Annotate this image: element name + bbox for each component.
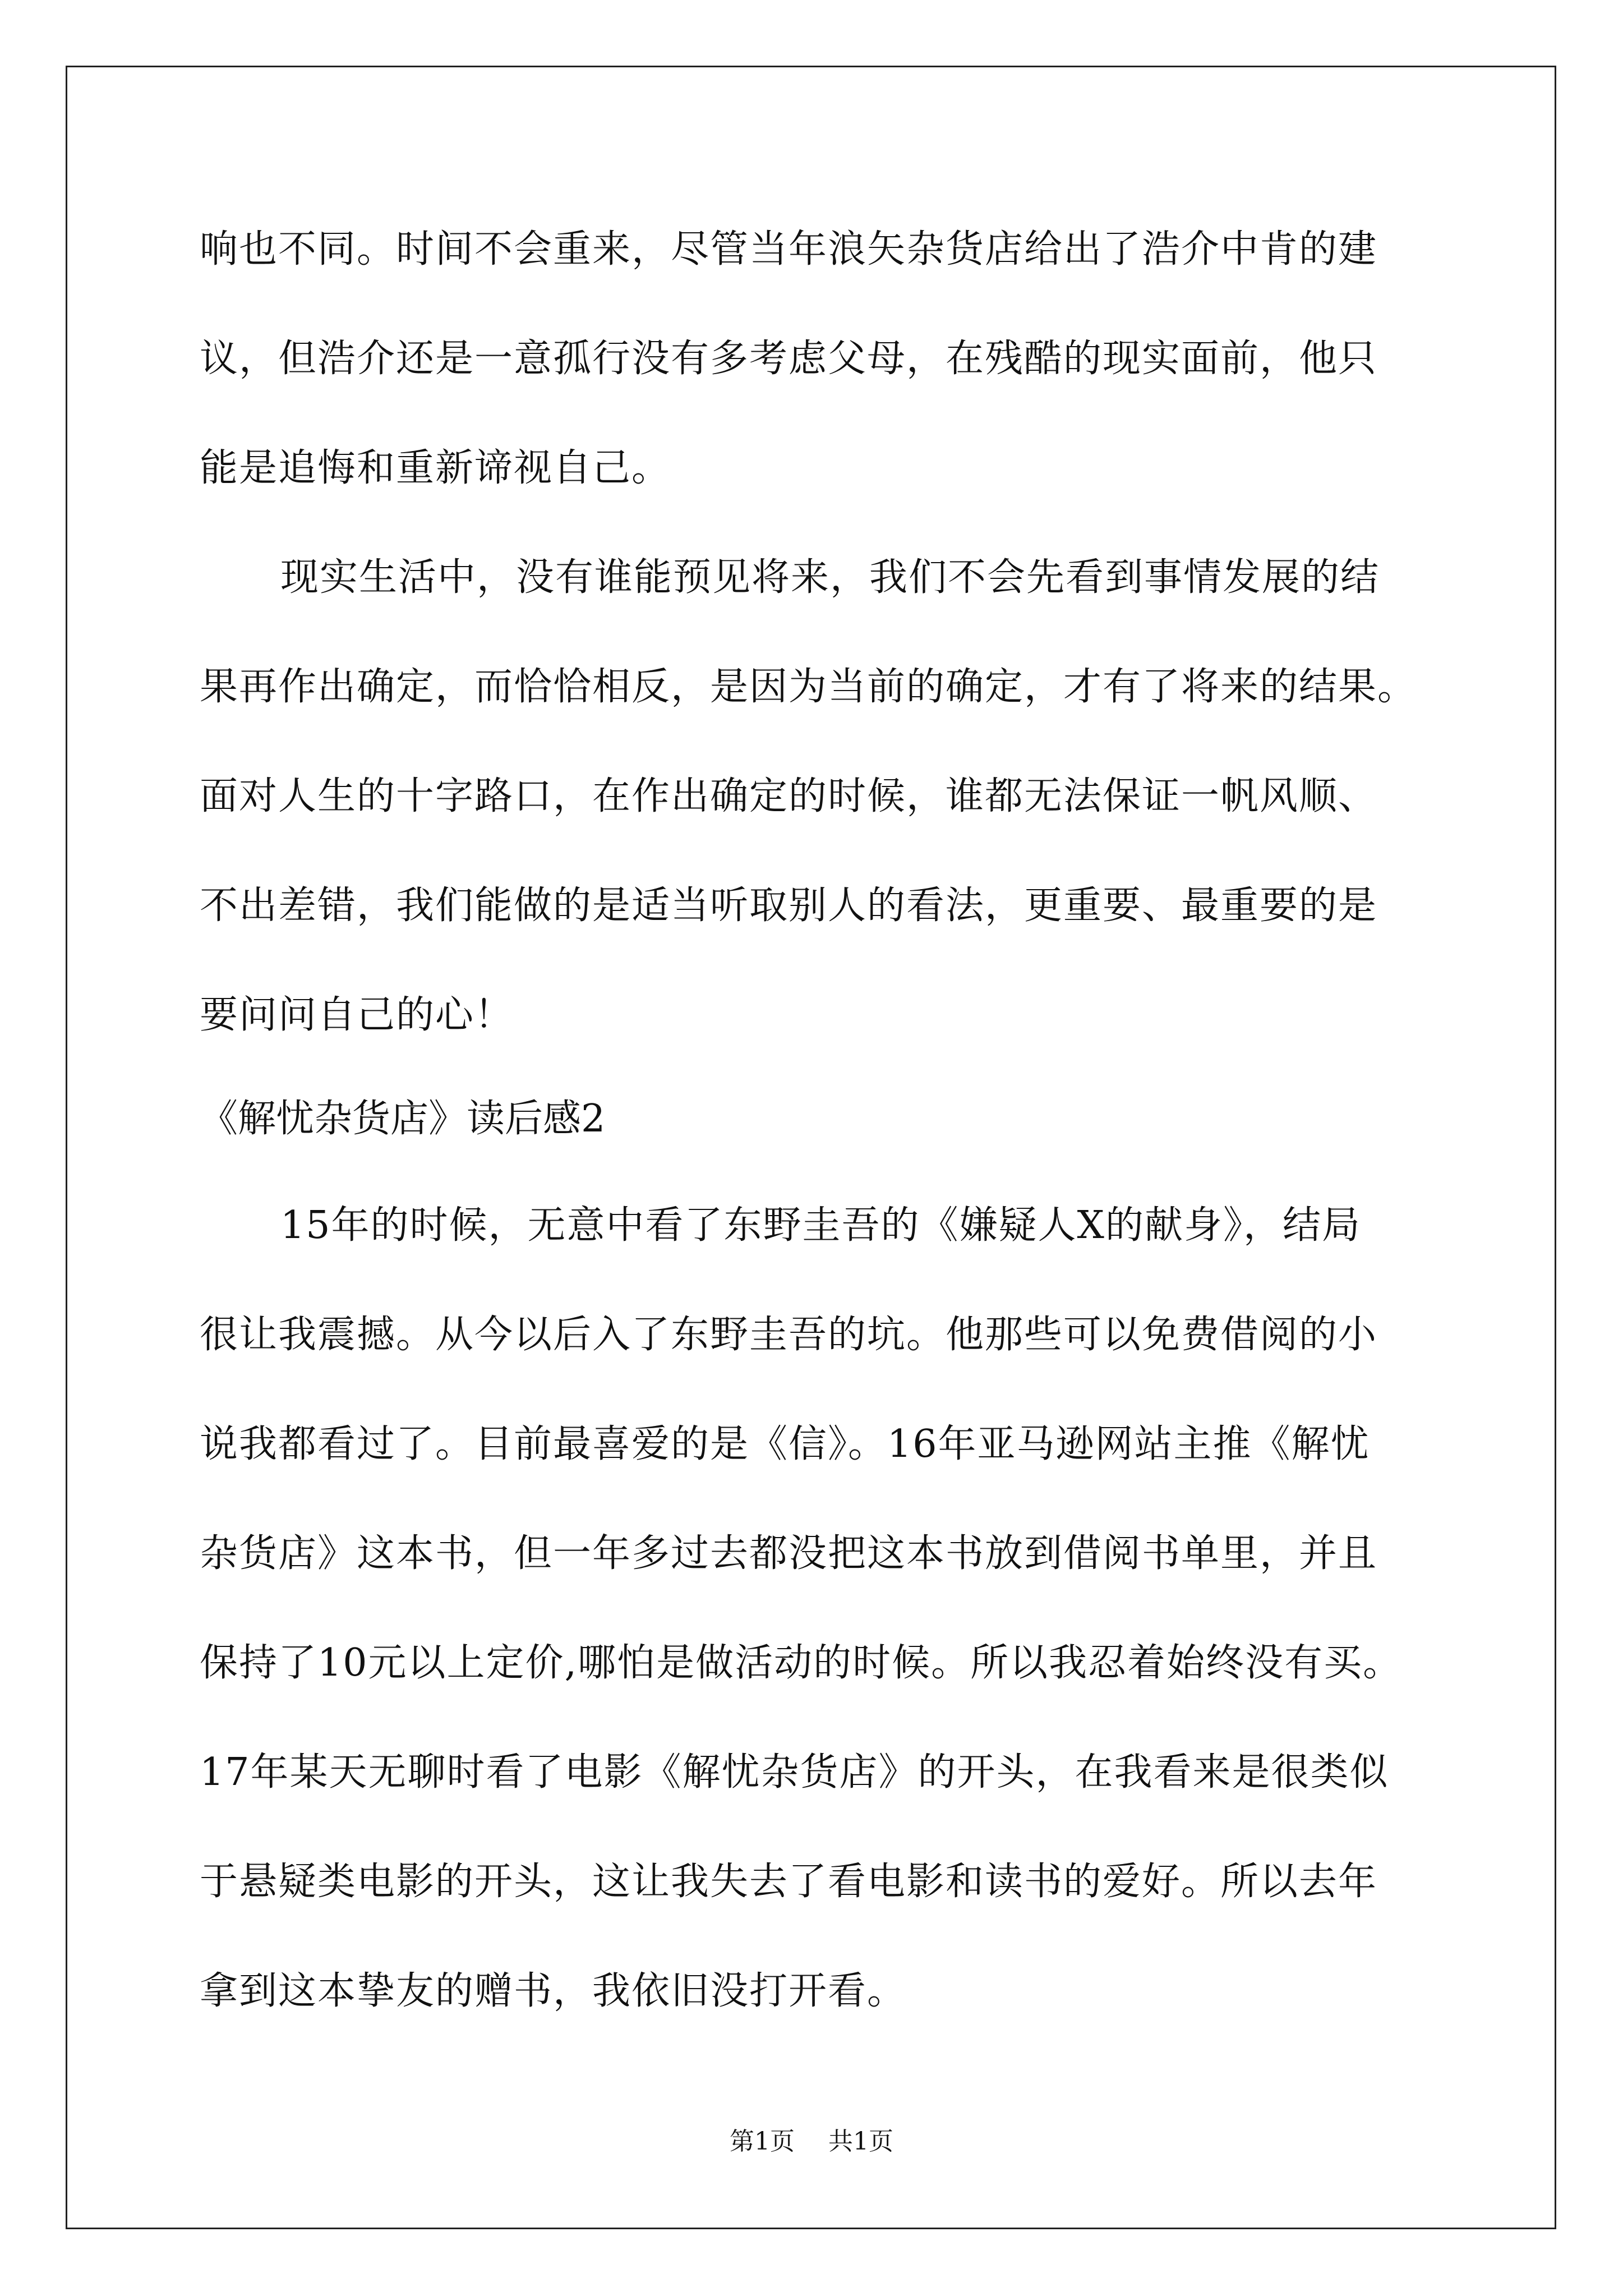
text-line: 很让我震撼。从今以后入了东野圭吾的坑。他那些可以免费借阅的小 <box>200 1313 1378 1357</box>
text-line: 果再作出确定，而恰恰相反，是因为当前的确定，才有了将来的结果。 <box>200 665 1417 709</box>
paragraph-start: 现实生活中，没有谁能预见将来，我们不会先看到事情发展的结 <box>280 555 1380 600</box>
page-footer <box>0 2126 1623 2157</box>
section-title: 《解忧杂货店》读后感2 <box>200 1097 606 1141</box>
text-line: 于悬疑类电影的开头，这让我失去了看电影和读书的爱好。所以去年 <box>200 1860 1378 1904</box>
text-line: 杂货店》这本书，但一年多过去都没把这本书放到借阅书单里，并且 <box>200 1531 1378 1576</box>
text-line: 能是追悔和重新谛视自己。 <box>200 446 671 490</box>
paragraph-start: 15年的时候，无意中看了东野圭吾的《嫌疑人X的献身》，结局 <box>280 1203 1361 1248</box>
text-line: 保持了10元以上定价,哪怕是做活动的时候。所以我忍着始终没有买。 <box>200 1641 1403 1685</box>
text-line: 17年某天无聊时看了电影《解忧杂货店》的开头，在我看来是很类似 <box>200 1750 1389 1795</box>
text-line: 响也不同。时间不会重来，尽管当年浪矢杂货店给出了浩介中肯的建 <box>200 227 1378 272</box>
text-line: 面对人生的十字路口，在作出确定的时候，谁都无法保证一帆风顺、 <box>200 774 1378 818</box>
text-line: 要问问自己的心！ <box>200 993 514 1037</box>
text-line: 不出差错，我们能做的是适当听取别人的看法，更重要、最重要的是 <box>200 884 1378 928</box>
text-line: 议，但浩介还是一意孤行没有多考虑父母，在残酷的现实面前，他只 <box>200 337 1378 381</box>
text-line: 说我都看过了。目前最喜爱的是《信》。16年亚马逊网站主推《解忧 <box>200 1422 1370 1466</box>
page-total: 共1页 <box>828 2127 893 2156</box>
text-line: 拿到这本挚友的赠书，我依旧没打开看。 <box>200 1969 907 2013</box>
page-number: 第1页 <box>730 2127 795 2156</box>
page-border <box>66 66 1556 2229</box>
